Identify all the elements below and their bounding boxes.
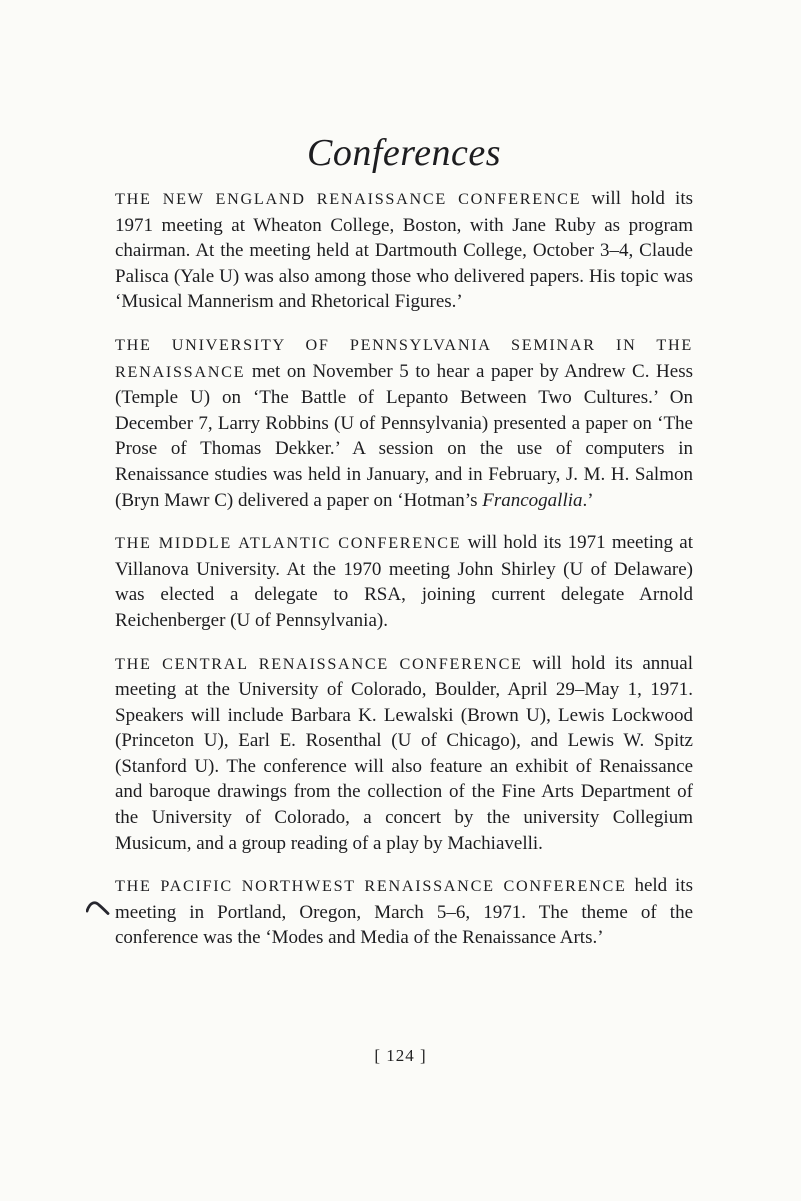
conference-name: THE CENTRAL RENAISSANCE CONFERENCE	[115, 654, 523, 673]
conference-paragraph	[115, 332, 693, 513]
handwritten-check-mark-icon	[86, 898, 110, 918]
body-text: will hold its 1971 meeting at Villanova University. At the 1970 meeting John Shirley (U of Delaware) was elected a delegate to RSA, joining current delegate Arnold Reichenberger (U of Pennsylvania).	[115, 532, 693, 631]
conference-paragraph	[115, 186, 693, 315]
conference-paragraph	[115, 651, 693, 857]
italic-title-text: Francogallia	[482, 489, 583, 511]
body-text: met on November 5 to hear a paper by Andrew C. Hess (Temple U) on ‘The Battle of Lepanto Between Two Cultures.’ On December 7, Larry Robbins (U of Pennsylvania) presented a paper on ‘The Prose of Thomas Dekker.’ A session on the use of computers in Renaissance studies was held in January, and in February, J. M. H. Salmon (Bryn Mawr C) delivered a paper on ‘Hotman’s	[115, 360, 693, 511]
page-number: [ 124 ]	[374, 1046, 427, 1065]
paragraph-list	[115, 186, 693, 951]
conference-name: THE PACIFIC NORTHWEST RENAISSANCE CONFERENCE	[115, 877, 627, 896]
body-text: will hold its 1971 meeting at Wheaton College, Boston, with Jane Ruby as program chairman. At the meeting held at Dartmouth College, October 3–4, Claude Palisca (Yale U) was also among those who delivered papers. His topic was ‘Musical Mannerism and Rhetorical Figures.’	[115, 188, 693, 313]
conference-name: THE NEW ENGLAND RENAISSANCE CONFERENCE	[115, 190, 582, 208]
body-text: held its meeting in Portland, Oregon, March 5–6, 1971. The theme of the conference was the ‘Modes and Media of the Renaissance Arts.’	[115, 875, 693, 949]
body-text: will hold its annual meeting at the University of Colorado, Boulder, April 29–May 1, 1971. Speakers will include Barbara K. Lewalski (Brown U), Lewis Lockwood (Princeton U), Earl E. Rosenthal (U of Chicago), and Lewis W. Spitz (Stanford U). The conference will also feature an exhibit of Renaissance and baroque drawings from the collection of the Fine Arts Department of the University of Colorado, a concert by the university Collegium Musicum, and a group reading of a play by Machiavelli.	[115, 652, 693, 854]
conference-name: THE UNIVERSITY OF PENNSYLVANIA SEMINAR IN THE RENAISSANCE	[115, 335, 693, 381]
conference-paragraph	[115, 873, 693, 951]
page-title: Conferences	[306, 132, 502, 175]
conference-paragraph	[115, 530, 693, 633]
page-content	[115, 186, 693, 968]
conference-name: THE MIDDLE ATLANTIC CONFERENCE	[115, 534, 462, 553]
body-text: .’	[582, 489, 594, 511]
